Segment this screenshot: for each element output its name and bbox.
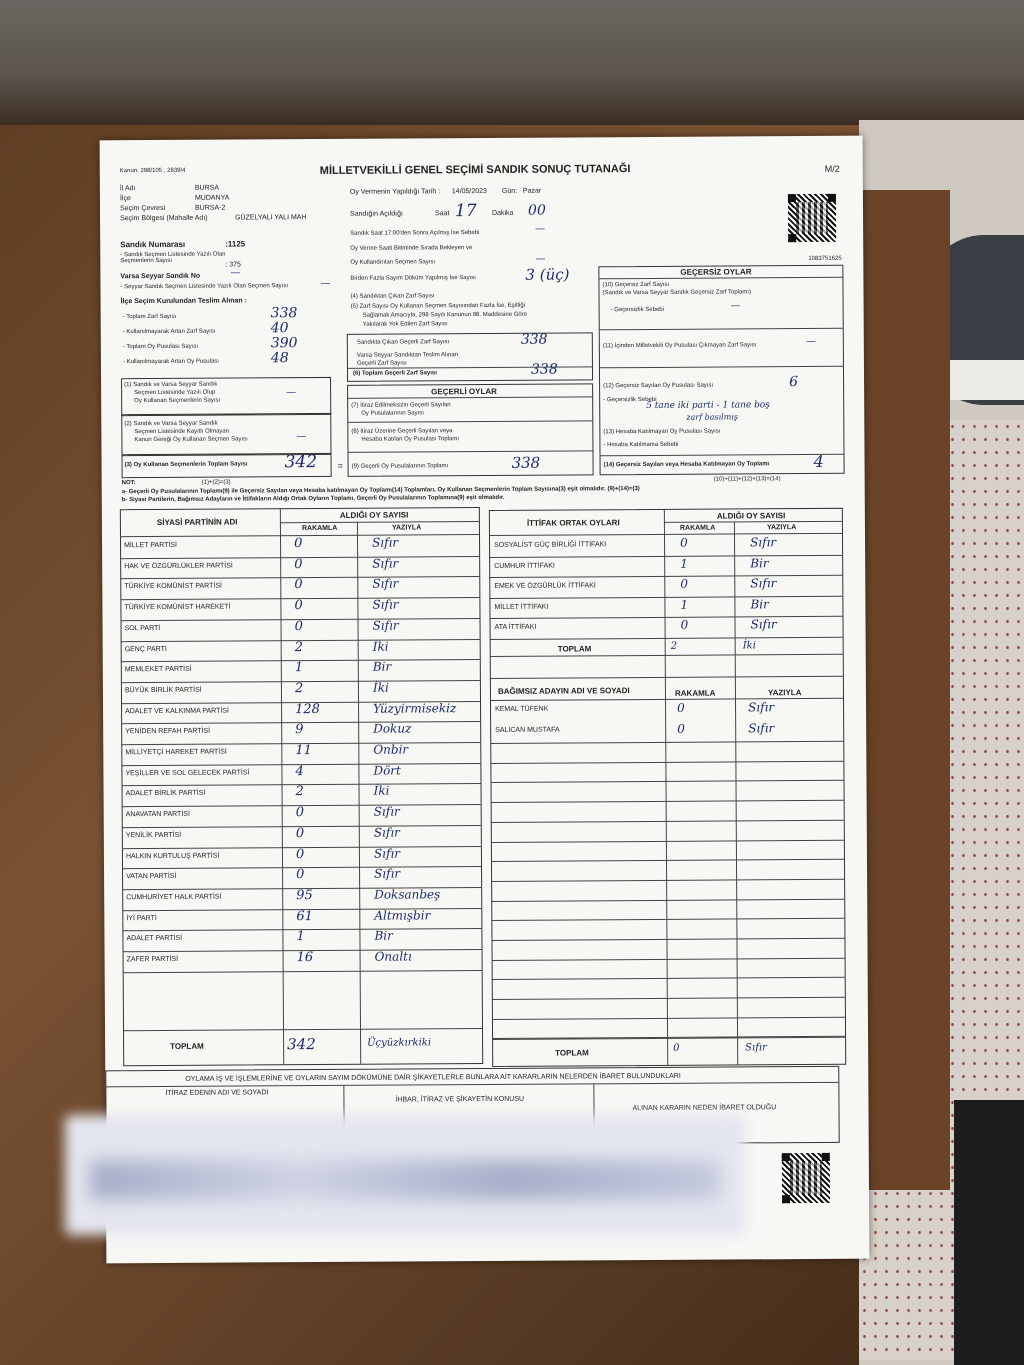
background-top bbox=[0, 0, 1024, 125]
party-votes-num: 128 bbox=[295, 701, 320, 717]
alliance-name: ATA İTTİFAKI bbox=[494, 623, 537, 631]
col-alliance-text: YAZIYLA bbox=[766, 524, 797, 532]
r9-value: 338 bbox=[511, 453, 541, 472]
party-name: MİLLET PARTİSİ bbox=[124, 541, 177, 550]
equals-sign: = bbox=[337, 460, 343, 471]
party-votes-num: 2 bbox=[294, 680, 304, 697]
formula-left: (1)+(2)=(3) bbox=[201, 479, 231, 486]
party-votes-num: 0 bbox=[294, 556, 303, 572]
col-party-name: SİYASİ PARTİNİN ADI bbox=[156, 517, 238, 527]
date-value: 14/05/2023 bbox=[451, 187, 487, 196]
ilce-label: İlçe bbox=[119, 195, 131, 203]
alliance-name: MİLLET İTTİFAKI bbox=[494, 603, 549, 611]
box-number-value: :1125 bbox=[225, 239, 246, 249]
desk-edge bbox=[860, 190, 950, 1190]
r8-label-b: Hesaba Katılan Oy Pusulası Toplamı bbox=[361, 436, 460, 443]
alliance-votes-num: 1 bbox=[680, 556, 688, 571]
r3-value: 342 bbox=[284, 452, 318, 473]
party-name: YENİLİK PARTİSİ bbox=[125, 831, 182, 839]
r1-label-b: Seçmen Listesinde Yazılı Olup bbox=[134, 389, 216, 397]
r12-reason-value: 5 tane iki parti - 1 tane boş bbox=[646, 400, 770, 412]
r1-label-c: Oy Kullanan Seçmenlerin Sayısı bbox=[134, 397, 221, 405]
party-votes-num: 16 bbox=[296, 950, 314, 966]
party-name: TÜRKİYE KOMÜNİST HAREKETİ bbox=[124, 603, 231, 612]
r2-label-c: Kanun Gereği Oy Kullanan Seçmen Sayısı bbox=[134, 436, 248, 444]
total-valid-envelope-value: 338 bbox=[530, 361, 558, 378]
bolge-value: GÜZELYALI YALI MAH bbox=[235, 214, 307, 222]
party-votes-num: 0 bbox=[294, 577, 303, 593]
party-name: TÜRKİYE KOMÜNİST PARTİSİ bbox=[124, 582, 222, 591]
party-name: ZAFER PARTİSİ bbox=[126, 955, 179, 964]
party-votes-text: Onbir bbox=[373, 742, 409, 757]
party-votes-text: Dört bbox=[373, 763, 401, 778]
invalid-votes-title: GEÇERSİZ OYLAR bbox=[680, 267, 752, 277]
bolge-label: Seçim Bölgesi (Mahalle Adı) bbox=[120, 214, 208, 223]
r8-label-a: (8) İtiraz Üzerine Geçerli Sayılan veya bbox=[351, 428, 453, 435]
party-votes-num: 9 bbox=[295, 722, 304, 738]
formula-right: (10)+(11)+(12)+(13)=(14) bbox=[713, 476, 781, 483]
received-title: İlçe Seçim Kurulundan Teslim Alınan : bbox=[120, 297, 248, 306]
party-name: GENÇ PARTİ bbox=[124, 645, 167, 653]
mobile-box-value: — bbox=[230, 267, 241, 279]
independent-votes-num: 0 bbox=[677, 700, 685, 715]
r5-label-a: (5) Zarf Sayısı Oy Kullanan Seçmen Sayısından Fazla İse, Eşitliği bbox=[350, 302, 526, 310]
waiting-label-2: Oy Kullandırılan Seçmen Sayısı bbox=[350, 259, 436, 266]
dakika-label: Dakika bbox=[492, 209, 514, 217]
alliance-votes-num: 0 bbox=[680, 576, 688, 591]
waiting-label-1: Oy Verme Saati Bitiminde Sırada Bekleyen ve bbox=[350, 245, 473, 252]
received-row-value: 390 bbox=[270, 335, 298, 352]
il-value: BURSA bbox=[194, 184, 220, 192]
mobile-registered-value: — bbox=[320, 277, 331, 289]
party-votes-num: 0 bbox=[294, 598, 303, 614]
party-votes-num: 0 bbox=[293, 536, 303, 552]
valid-envelope-value: 338 bbox=[520, 331, 548, 348]
party-votes-num: 61 bbox=[296, 908, 313, 924]
day-label: Gün: bbox=[501, 187, 518, 195]
party-name: CUMHURİYET HALK PARTİSİ bbox=[126, 893, 222, 902]
party-votes-text: İki bbox=[372, 639, 389, 654]
il-label: İl Adı bbox=[119, 185, 136, 193]
r13-label: (13) Hesaba Katılmayan Oy Pusulası Sayısı bbox=[603, 428, 721, 436]
alliance-votes-num: 0 bbox=[680, 617, 689, 632]
r3-label: (3) Oy Kullanan Seçmenlerin Toplam Sayısı bbox=[124, 461, 248, 469]
date-label: Oy Vermenin Yapıldığı Tarih : bbox=[349, 188, 441, 196]
received-row-value: 40 bbox=[270, 320, 289, 337]
alliance-votes-num: 0 bbox=[680, 535, 688, 550]
dakika-value: 00 bbox=[527, 202, 546, 219]
alliance-votes-text: Sıfır bbox=[750, 535, 777, 550]
party-votes-text: Yüzyirmisekiz bbox=[373, 700, 457, 716]
r11-value: — bbox=[805, 335, 816, 348]
alliance-name: SOSYALİST GÜÇ BİRLİĞİ İTTİFAKI bbox=[494, 541, 607, 549]
independent-name: KEMAL TÜFENK bbox=[495, 705, 549, 713]
party-votes-num: 0 bbox=[295, 846, 305, 862]
r12-reason-label: - Geçersizlik Sebebi bbox=[603, 396, 657, 404]
independents-total-label: TOPLAM bbox=[555, 1048, 589, 1058]
col-alliance-name: İTTİFAK ORTAK OYLARI bbox=[526, 518, 620, 528]
alliance-votes-text: Sıfır bbox=[750, 617, 777, 632]
valid-votes-title: GEÇERLİ OYLAR bbox=[431, 386, 497, 397]
alliances-total-label: TOPLAM bbox=[557, 644, 592, 654]
note-b: b- Siyasi Partilerin, Bağımsız Adayların ve İttifakların Aldığı Ortak Oyların Toplamı, Geçerli Oy Pusulalarının Toplamına(9) eşit olmalıdır. bbox=[121, 494, 505, 504]
r5-label-c: Yakılarak Yok Edilen Zarf Sayısı bbox=[362, 321, 448, 328]
party-name: VATAN PARTİSİ bbox=[126, 873, 177, 881]
party-votes-num: 1 bbox=[296, 929, 305, 945]
alliance-name: EMEK VE ÖZGÜRLÜK İTTİFAKI bbox=[494, 582, 596, 590]
col-alliance-votes: ALDIĞI OY SAYISI bbox=[716, 511, 786, 521]
r5-label-b: Sağlamak Amacıyla, 298 Sayılı Kanunun 98. Maddesine Göre bbox=[362, 311, 528, 319]
complaints-col-3: ALINAN KARARIN NEDEN İBARET OLDUĞU bbox=[632, 1104, 777, 1113]
mobile-box-label: Varsa Seyyar Sandık No bbox=[120, 272, 201, 281]
party-votes-text: Altmışbir bbox=[374, 907, 431, 923]
party-votes-text: Sıfır bbox=[373, 846, 401, 861]
r7-label-b: Oy Pusulalarının Sayısı bbox=[361, 410, 424, 417]
alliance-name: CUMHUR İTTİFAKI bbox=[494, 562, 555, 570]
alliance-votes-text: Bir bbox=[750, 596, 769, 611]
after17-value: — bbox=[535, 223, 546, 235]
party-name: ADALET PARTİSİ bbox=[126, 935, 183, 943]
received-row-label: - Kullanılmayarak Artan Zarf Sayısı bbox=[122, 328, 216, 336]
r2-value: — bbox=[296, 431, 307, 443]
r10-sublabel: (Sandık ve Varsa Seyyar Sandık Geçersiz Zarf Toplamı) bbox=[602, 289, 752, 297]
independent-votes-num: 0 bbox=[677, 721, 685, 736]
party-votes-text: Sıfır bbox=[372, 618, 399, 633]
party-votes-text: Bir bbox=[374, 928, 393, 943]
note-a: a- Geçerli Oy Pusulalarının Toplamı(9) ile Geçersiz Sayılan veya Hesaba katılmayan Oy Toplamı(14) Toplamları, Oy Kullanan Seçmenlerin Toplam Sayısına(3) eşit olmalıdır. (9)+(14)=(3) bbox=[121, 486, 640, 496]
r2-label-b: Seçmen Listesinde Kayıtlı Olmayan bbox=[134, 428, 230, 436]
saat-value: 17 bbox=[454, 201, 477, 222]
col-independent-name: BAĞIMSIZ ADAYIN ADI VE SOYADI bbox=[497, 686, 630, 696]
party-votes-num: 2 bbox=[295, 784, 304, 800]
alliance-votes-text: Bir bbox=[750, 555, 769, 570]
received-row-value: 48 bbox=[270, 350, 289, 367]
party-votes-num: 0 bbox=[295, 805, 305, 821]
r14-label: (14) Geçersiz Sayılan veya Hesaba Katılmayan Oy Toplamı bbox=[603, 461, 770, 469]
col-text: YAZIYLA bbox=[391, 524, 422, 532]
r10-label: (10) Geçersiz Zarf Sayısı bbox=[602, 281, 670, 289]
col-votes-received: ALDIĞI OY SAYISI bbox=[339, 510, 409, 520]
r2-label-a: (2) Sandık ve Varsa Seyyar Sandık bbox=[124, 420, 218, 428]
r1-label-a: (1) Sandık ve Varsa Seyyar Sandık bbox=[124, 381, 218, 389]
ilce-value: MUDANYA bbox=[194, 194, 230, 202]
mobile-valid-label-1: Varsa Seyyar Sandıktan Teslim Alınan bbox=[356, 352, 459, 359]
multi-count-value: 3 (üç) bbox=[525, 265, 570, 284]
qr-code-bottom-icon bbox=[782, 1153, 830, 1203]
r10-reason-value: — bbox=[730, 300, 741, 312]
r7-label-a: (7) İtiraz Edilmeksizin Geçerli Sayılan bbox=[351, 402, 451, 409]
total-valid-envelope-label: (6) Toplam Geçerli Zarf Sayısı bbox=[352, 370, 437, 377]
party-votes-text: Sıfır bbox=[372, 556, 399, 571]
independent-votes-text: Sıfır bbox=[748, 721, 775, 736]
party-name: HALKIN KURTULUŞ PARTİSİ bbox=[125, 852, 220, 860]
independent-votes-text: Sıfır bbox=[748, 700, 775, 715]
col-independent-num: RAKAMLA bbox=[674, 688, 716, 698]
opened-label: Sandığın Açıldığı bbox=[350, 210, 403, 218]
dark-bag bbox=[954, 1100, 1024, 1365]
alliance-votes-num: 1 bbox=[680, 597, 689, 612]
r12-reason-value-2: zarf basılmış bbox=[686, 412, 738, 422]
party-votes-num: 11 bbox=[295, 743, 312, 759]
registered-label: - Sandık Seçmen Listesinde Yazılı Olan Seçmenlerin Sayısı bbox=[120, 251, 226, 265]
party-votes-text: Doksanbeş bbox=[374, 887, 441, 902]
party-votes-text: Onaltı bbox=[374, 949, 412, 964]
col-independent-text: YAZIYLA bbox=[767, 688, 802, 698]
cevre-value: BURSA-2 bbox=[194, 204, 226, 212]
party-votes-text: Sıfır bbox=[372, 597, 399, 612]
party-name: ADALET BİRLİK PARTİSİ bbox=[125, 790, 206, 798]
complaints-col-1: İTİRAZ EDENİN ADI VE SOYADI bbox=[165, 1089, 269, 1097]
party-votes-text: İki bbox=[372, 680, 389, 695]
redacted-signatures-ink bbox=[90, 1160, 720, 1200]
after17-label: Sandık Saat 17:00'den Sonra Açılmış İse Sebebi bbox=[350, 230, 480, 237]
party-votes-text: Sıfır bbox=[372, 576, 399, 592]
party-votes-text: Sıfır bbox=[373, 804, 400, 819]
r10-reason-label: - Geçersizlik Sebebi bbox=[610, 306, 665, 314]
note-label: NOT: bbox=[121, 480, 136, 487]
r4-label: (4) Sandıktan Çıkan Zarf Sayısı bbox=[350, 293, 435, 300]
party-name: BÜYÜK BİRLİK PARTİSİ bbox=[124, 686, 202, 695]
party-votes-text: Sıfır bbox=[374, 866, 401, 881]
party-name: İYİ PARTİ bbox=[126, 914, 157, 922]
alliances-total-text: İki bbox=[742, 640, 756, 652]
form-code: M/2 bbox=[824, 163, 840, 174]
mobile-valid-label-2: Geçerli Zarf Sayısı bbox=[356, 360, 407, 367]
party-votes-text: İki bbox=[373, 783, 390, 799]
party-name: MİLLİYETÇİ HAREKET PARTİSİ bbox=[125, 748, 227, 757]
r11-label: (11) İçinden Milletvekili Oy Pusulası Çıkmayan Zarf Sayısı bbox=[602, 342, 757, 350]
r1-value: — bbox=[286, 387, 297, 399]
saat-label: Saat bbox=[435, 210, 450, 218]
party-name: ANAVATAN PARTİSİ bbox=[125, 810, 190, 819]
multi-count-label: Birden Fazla Sayım Döküm Yapılmış İse Sayısı bbox=[350, 275, 476, 282]
party-votes-num: 4 bbox=[295, 763, 304, 779]
party-votes-num: 2 bbox=[294, 639, 304, 655]
box-number-label: Sandık Numarası bbox=[120, 239, 186, 250]
party-votes-num: 95 bbox=[296, 887, 313, 904]
qr-code-icon bbox=[788, 194, 836, 242]
parties-total-label: TOPLAM bbox=[170, 1041, 204, 1051]
r9-label: (9) Geçerli Oy Pusulalarının Toplamı bbox=[351, 463, 449, 470]
party-name: MEMLEKET PARTİSİ bbox=[124, 665, 192, 674]
party-votes-num: 0 bbox=[296, 867, 305, 883]
registered-value: : 375 bbox=[225, 261, 241, 269]
independent-name: SALİCAN MUSTAFA bbox=[495, 726, 560, 734]
party-votes-num: 0 bbox=[294, 618, 303, 634]
party-votes-text: Dokuz bbox=[373, 721, 412, 736]
party-name: YEŞİLLER VE SOL GELECEK PARTİSİ bbox=[125, 769, 250, 777]
law-reference: Kanun: 298/105 , 2839/4 bbox=[119, 167, 186, 175]
alliance-votes-text: Sıfır bbox=[750, 576, 777, 591]
independents-total-num: 0 bbox=[673, 1042, 680, 1054]
party-name: HAK VE ÖZGÜRLÜKLER PARTİSİ bbox=[124, 562, 233, 570]
parties-total-text: Üçyüzkırkiki bbox=[367, 1037, 432, 1049]
waiting-value: — bbox=[535, 253, 546, 265]
r14-value: 4 bbox=[813, 451, 824, 471]
complaints-col-2: İHBAR, İTİRAZ VE ŞİKAYETİN KONUSU bbox=[395, 1095, 525, 1104]
party-votes-num: 1 bbox=[294, 660, 304, 676]
parties-total-num: 342 bbox=[287, 1035, 316, 1054]
cevre-label: Seçim Çevresi bbox=[119, 204, 166, 213]
complaints-title: OYLAMA İŞ VE İŞLEMLERİNE VE OYLARIN SAYIM DÖKÜMÜNE DAİR ŞİKAYETLERLE BUNLARA AİT KARARLARIN NELERDEN İBARET BULUNDUKLARI bbox=[185, 1072, 681, 1083]
party-name: ADALET VE KALKINMA PARTİSİ bbox=[125, 707, 229, 715]
result-form-paper bbox=[100, 136, 870, 1264]
party-votes-text: Sıfır bbox=[371, 535, 399, 550]
col-alliance-num: RAKAMLA bbox=[679, 524, 716, 532]
alliances-total-num: 2 bbox=[670, 640, 678, 652]
party-name: SOL PARTİ bbox=[124, 624, 161, 632]
independents-total-text: Sıfır bbox=[745, 1042, 767, 1054]
barcode-number: 1083751625 bbox=[808, 255, 842, 263]
r12-value: 6 bbox=[789, 374, 799, 391]
party-votes-text: Bir bbox=[372, 659, 392, 674]
col-num: RAKAMLA bbox=[301, 524, 338, 533]
valid-envelope-label: Sandıkta Çıkan Geçerli Zarf Sayısı bbox=[356, 339, 450, 346]
party-votes-text: Sıfır bbox=[373, 825, 400, 840]
received-row-label: - Kullanılmayarak Artan Oy Pusulası bbox=[122, 358, 219, 366]
r13-reason-label: - Hesaba Katılmama Sebebi bbox=[603, 441, 679, 449]
day-value: Pazar bbox=[522, 187, 542, 195]
received-row-label: - Toplam Zarf Sayısı bbox=[122, 313, 177, 321]
received-row-value: 338 bbox=[270, 305, 298, 322]
received-row-label: - Toplam Oy Pusulası Sayısı bbox=[122, 343, 199, 351]
form-title: MİLLETVEKİLLİ GENEL SEÇİMİ SANDIK SONUÇ TUTANAĞI bbox=[319, 163, 631, 177]
r12-label: (12) Geçersiz Sayılan Oy Pusulası Sayısı bbox=[603, 382, 714, 390]
mobile-registered-label: - Seyyar Sandık Seçmen Listesinde Yazılı Olan Seçmen Sayısı bbox=[120, 283, 289, 291]
party-name: YENİDEN REFAH PARTİSİ bbox=[125, 727, 211, 736]
party-votes-num: 0 bbox=[295, 825, 305, 841]
